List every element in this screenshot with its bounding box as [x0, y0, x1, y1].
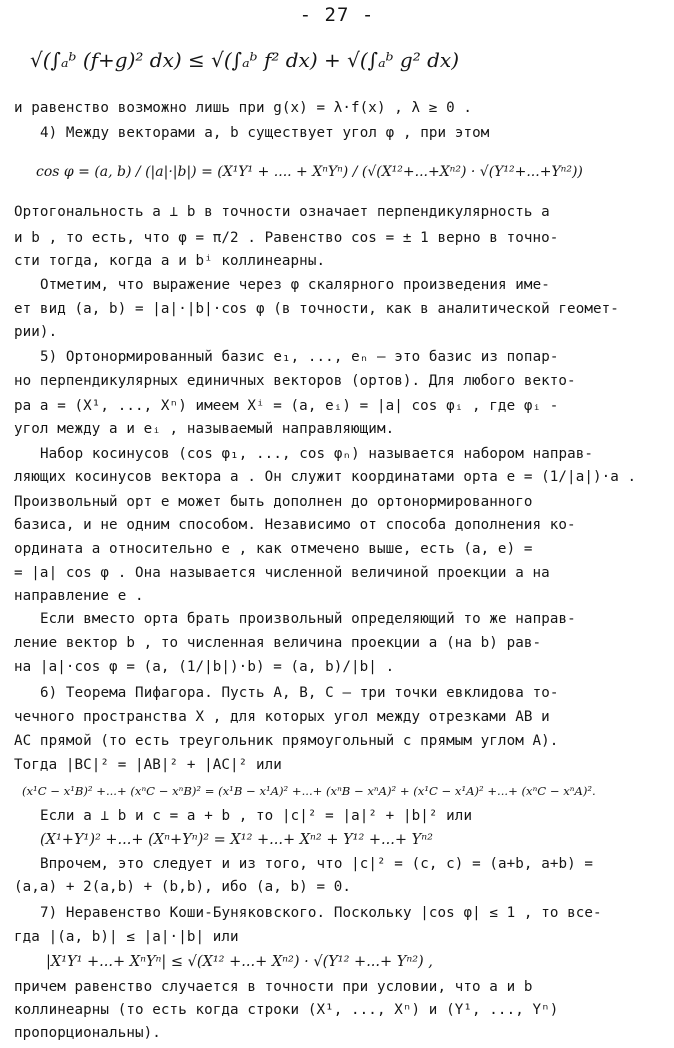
formula-cosine: cos φ = (a, b) / (|a|·|b|) = (X¹Y¹ + .... + XⁿYⁿ) / (√(X¹²+...+Xⁿ²) · √(Y¹²+...+Yⁿ²)): [36, 164, 583, 180]
text-line: Если a ⊥ b и c = a + b , то |c|² = |a|² + |b|² или: [40, 808, 473, 824]
text-line: Ортогональность a ⊥ b в точности означает перпендикулярность a: [14, 204, 550, 220]
text-line: рии).: [14, 324, 58, 340]
text-line: базиса, и не одним способом. Независимо от способа дополнения ко-: [14, 517, 576, 533]
text-line: пропорциональны).: [14, 1025, 161, 1041]
text-line: Если вместо орта брать произвольный определяющий то же направ-: [40, 611, 576, 627]
formula-pythagoras-coords: (x¹C − x¹B)² +...+ (xⁿC − xⁿB)² = (x¹B − x¹A)² +...+ (xⁿB − xⁿA)² + (x¹C − x¹A)² +...+ (xⁿC − xⁿA)².: [22, 784, 596, 798]
item-4-heading: 4) Между векторами a, b существует угол φ , при этом: [40, 125, 490, 141]
text-line: угол между a и eᵢ , называемый направляющим.: [14, 421, 395, 437]
text-line: ет вид (a, b) = |a|·|b|·cos φ (в точности, как в аналитической геомет-: [14, 301, 619, 317]
item-6-heading: 6) Теорема Пифагора. Пусть A, B, C – три точки евклидова то-: [40, 685, 559, 701]
text-line: ордината a относительно e , как отмечено выше, есть (a, e) =: [14, 541, 533, 557]
text-line: Отметим, что выражение через φ скалярного произведения име-: [40, 277, 550, 293]
formula-integral-inequality: √(∫ₐᵇ (f+g)² dx) ≤ √(∫ₐᵇ f² dx) + √(∫ₐᵇ g² dx): [30, 48, 459, 72]
text-line: и равенство возможно лишь при g(x) = λ·f(x) , λ ≥ 0 .: [14, 100, 473, 116]
text-line: ра a = (X¹, ..., Xⁿ) имеем Xⁱ = (a, eᵢ) = |a| cos φᵢ , где φᵢ -: [14, 398, 559, 414]
text-line: Набор косинусов (cos φ₁, ..., cos φₙ) называется набором направ-: [40, 446, 594, 462]
formula-pythagoras-vectors: (X¹+Y¹)² +...+ (Xⁿ+Yⁿ)² = X¹² +...+ Xⁿ² + Y¹² +...+ Yⁿ²: [40, 832, 433, 848]
text-line: но перпендикулярных единичных векторов (ортов). Для любого векто-: [14, 373, 576, 389]
text-line: чечного пространства X , для которых угол между отрезками AB и: [14, 709, 550, 725]
text-line: = |a| cos φ . Она называется численной величиной проекции a на: [14, 565, 550, 581]
text-line: Впрочем, это следует и из того, что |c|² = (c, c) = (a+b, a+b) =: [40, 856, 594, 872]
item-7-heading: 7) Неравенство Коши-Буняковского. Поскольку |cos φ| ≤ 1 , то все-: [40, 905, 602, 921]
text-line: сти тогда, когда a и bⁱ коллинеарны.: [14, 253, 326, 269]
formula-cauchy-bunyakovsky: |X¹Y¹ +...+ XⁿYⁿ| ≤ √(X¹² +...+ Xⁿ²) · √(Y¹² +...+ Yⁿ²) ,: [46, 954, 433, 970]
text-line: ление вектор b , то численная величина проекции a (на b) рав-: [14, 635, 542, 651]
text-line: Тогда |BC|² = |AB|² + |AC|² или: [14, 757, 282, 773]
text-line: и b , то есть, что φ = π/2 . Равенство cos = ± 1 верно в точно-: [14, 230, 559, 246]
text-line: причем равенство случается в точности при условии, что a и b: [14, 979, 533, 995]
text-line: ляющих косинусов вектора a . Он служит координатами орта e = (1/|a|)·a .: [14, 469, 637, 485]
text-line: коллинеарны (то есть когда строки (X¹, ..., Xⁿ) и (Y¹, ..., Yⁿ): [14, 1002, 559, 1018]
item-5-heading: 5) Ортонормированный базис e₁, ..., eₙ – это базис из попар-: [40, 349, 559, 365]
page-number: - 27 -: [299, 4, 375, 26]
text-line: на |a|·cos φ = (a, (1/|b|)·b) = (a, b)/|b| .: [14, 659, 395, 675]
text-line: Произвольный орт e может быть дополнен до ортонормированного: [14, 494, 533, 510]
text-line: гда |(a, b)| ≤ |a|·|b| или: [14, 929, 239, 945]
text-line: (a,a) + 2(a,b) + (b,b), ибо (a, b) = 0.: [14, 879, 352, 895]
text-line: направление e .: [14, 588, 144, 604]
text-line: AC прямой (то есть треугольник прямоугольный с прямым углом A).: [14, 733, 559, 749]
